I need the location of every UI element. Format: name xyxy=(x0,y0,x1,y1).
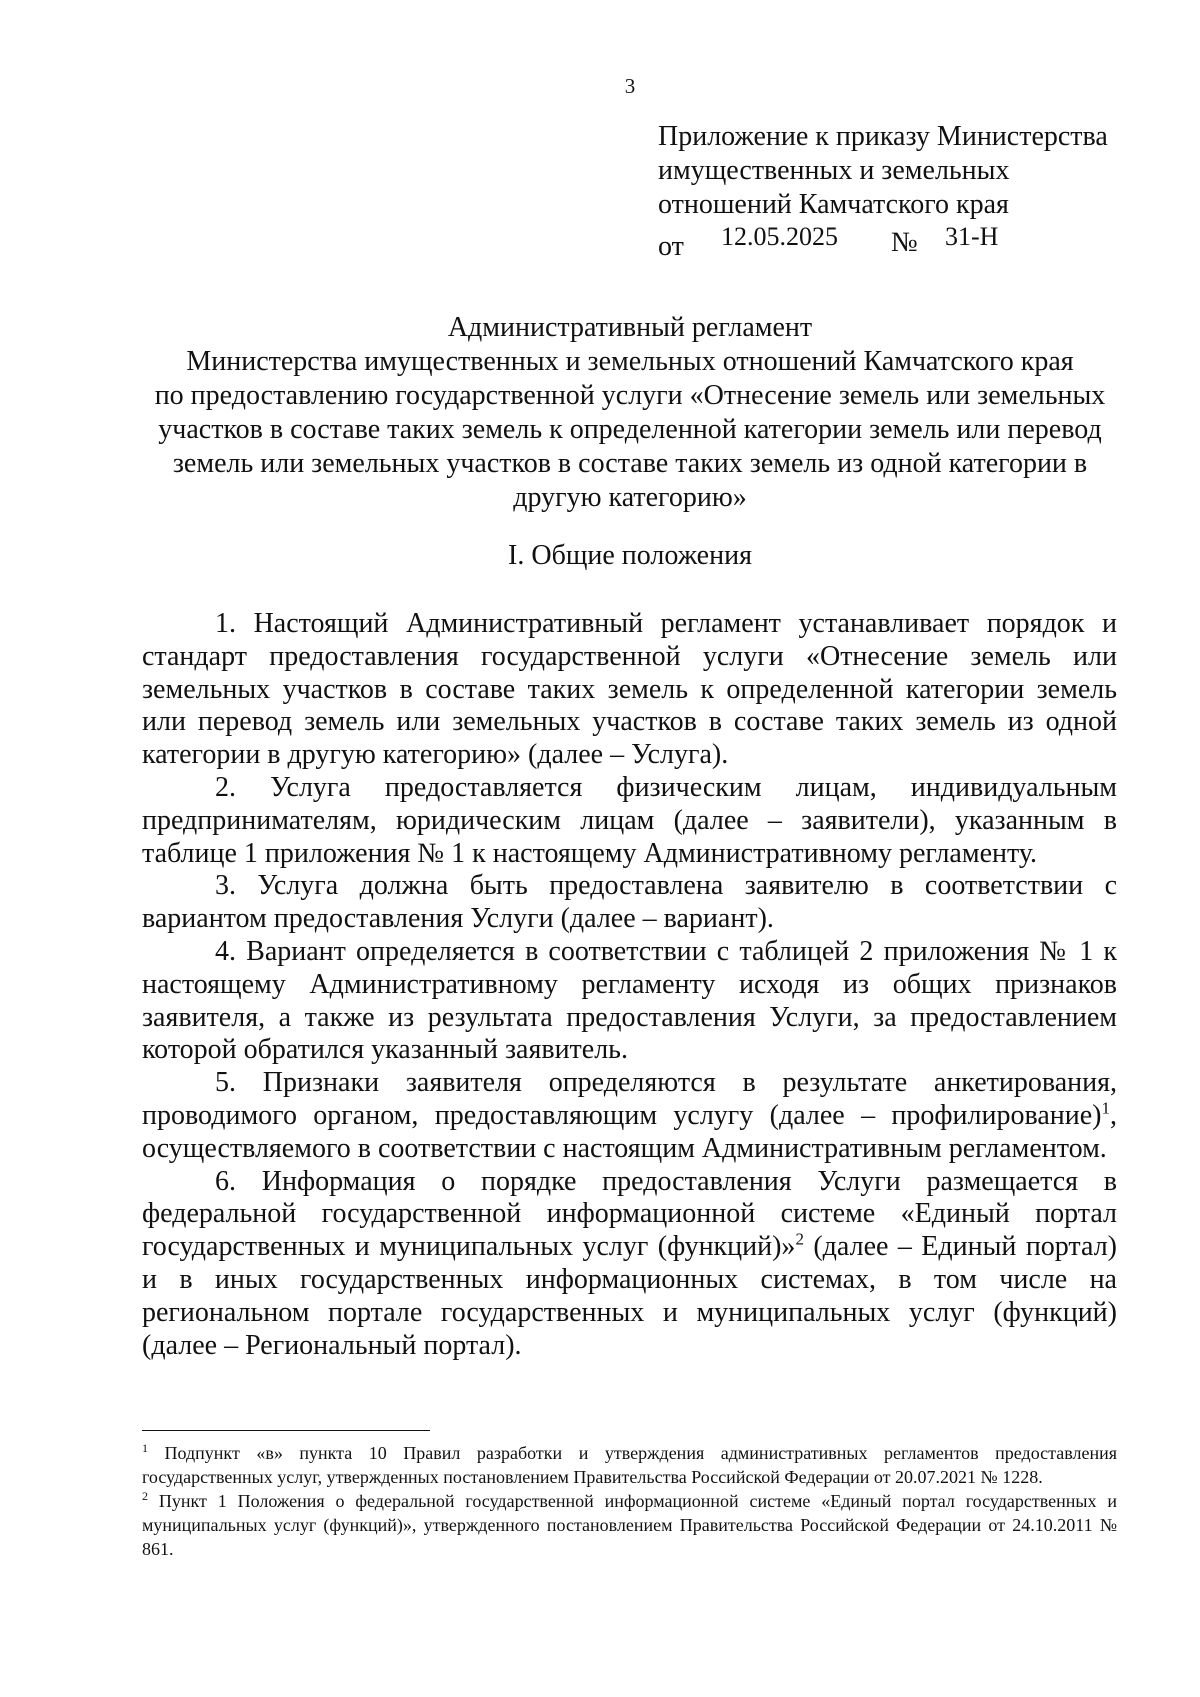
title-line: Административный регламент xyxy=(447,312,813,343)
paragraph-5-text: 5. Признаки заявителя определяются в результате анкетирования, проводимого органом, предоставляющим услугу (далее – профилирование) xyxy=(142,1067,1117,1131)
footnote-2-text: Пункт 1 Положения о федеральной государственной информационной системе «Единый портал государственных и муниципальных услуг (функций)», утвержденного постановлением Правительства Российской Федерации от 24.10.2011 № 861. xyxy=(142,1491,1117,1559)
paragraph-3: 3. Услуга должна быть предоставлена заявителю в соответствии с вариантом предоставления Услуги (далее – вариант). xyxy=(142,870,1117,935)
document-body xyxy=(142,608,1117,1362)
approval-line: имущественных и земельных xyxy=(658,155,1010,186)
title-line: другую категорию» xyxy=(513,482,747,513)
title-line: Министерства имущественных и земельных отношений Камчатского края xyxy=(186,346,1074,377)
section-heading: I. Общие положения xyxy=(508,540,752,571)
paragraph-2: 2. Услуга предоставляется физическим лицам, индивидуальным предпринимателям, юридическим лицам (далее – заявители), указанным в таблице 1 приложения № 1 к настоящему Административному регламенту. xyxy=(142,771,1117,869)
title-line: земель или земельных участков в составе таких земель из одной категории в xyxy=(172,448,1088,479)
footnote-1-text: Подпункт «в» пункта 10 Правил разработки и утверждения административных регламентов предоставления государственных услуг, утвержденных постановлением Правительства Российской Федерации от 20.07.2021 № 1228. xyxy=(142,1443,1117,1487)
number-label: № xyxy=(891,227,918,258)
footnote-ref-2: 2 xyxy=(795,1229,804,1249)
footnote-2 xyxy=(142,1489,1117,1561)
approval-block xyxy=(658,120,1178,262)
paragraph-5 xyxy=(142,1067,1117,1165)
page-number: 3 xyxy=(624,74,636,98)
paragraph-6-text: 6. Информация о порядке предоставления Услуги размещается в федеральной государственной информационной системе «Единый портал государственных и муниципальных услуг (функций)» xyxy=(142,1165,1117,1263)
footnote-2-mark: 2 xyxy=(142,1489,148,1503)
paragraph-6 xyxy=(142,1166,1117,1363)
title-line: по предоставлению государственной услуги «Отнесение земель или земельных xyxy=(154,380,1106,411)
paragraph-5-text-cont: , осуществляемого в соответствии с настоящим Административным регламентом. xyxy=(142,1099,1117,1164)
approval-line: Приложение к приказу Министерства xyxy=(658,121,1108,152)
footnote-1 xyxy=(142,1441,1117,1489)
approval-date-row xyxy=(658,222,1178,262)
from-label: от xyxy=(658,231,684,262)
document-title xyxy=(140,311,1120,515)
paragraph-6-text-cont: (далее – Единый портал) и в иных государственных информационных системах, в том числе на региональном портале государственных и муниципальных услуг (функций) (далее – Региональный портал). xyxy=(142,1231,1117,1361)
title-line: участков в составе таких земель к определенной категории земель или перевод xyxy=(158,414,1102,445)
paragraph-1: 1. Настоящий Административный регламент устанавливает порядок и стандарт предоставления государственной услуги «Отнесение земель или земельных участков в составе таких земель к определенной категории земель или перевод земель или земельных участков в составе таких земель из одной категории в другую категорию» (далее – Услуга). xyxy=(142,608,1117,771)
order-date: 12.05.2025 xyxy=(721,222,838,251)
order-number: 31-Н xyxy=(945,222,999,251)
footnote-ref-1: 1 xyxy=(1101,1098,1110,1118)
footnote-divider xyxy=(142,1430,430,1431)
footnote-1-mark: 1 xyxy=(142,1441,148,1455)
footnotes xyxy=(142,1441,1117,1561)
paragraph-4: 4. Вариант определяется в соответствии с таблицей 2 приложения № 1 к настоящему Административному регламенту исходя из общих признаков заявителя, а также из результата предоставления Услуги, за предоставлением которой обратился указанный заявитель. xyxy=(142,935,1117,1066)
approval-line: отношений Камчатского края xyxy=(658,189,1009,220)
